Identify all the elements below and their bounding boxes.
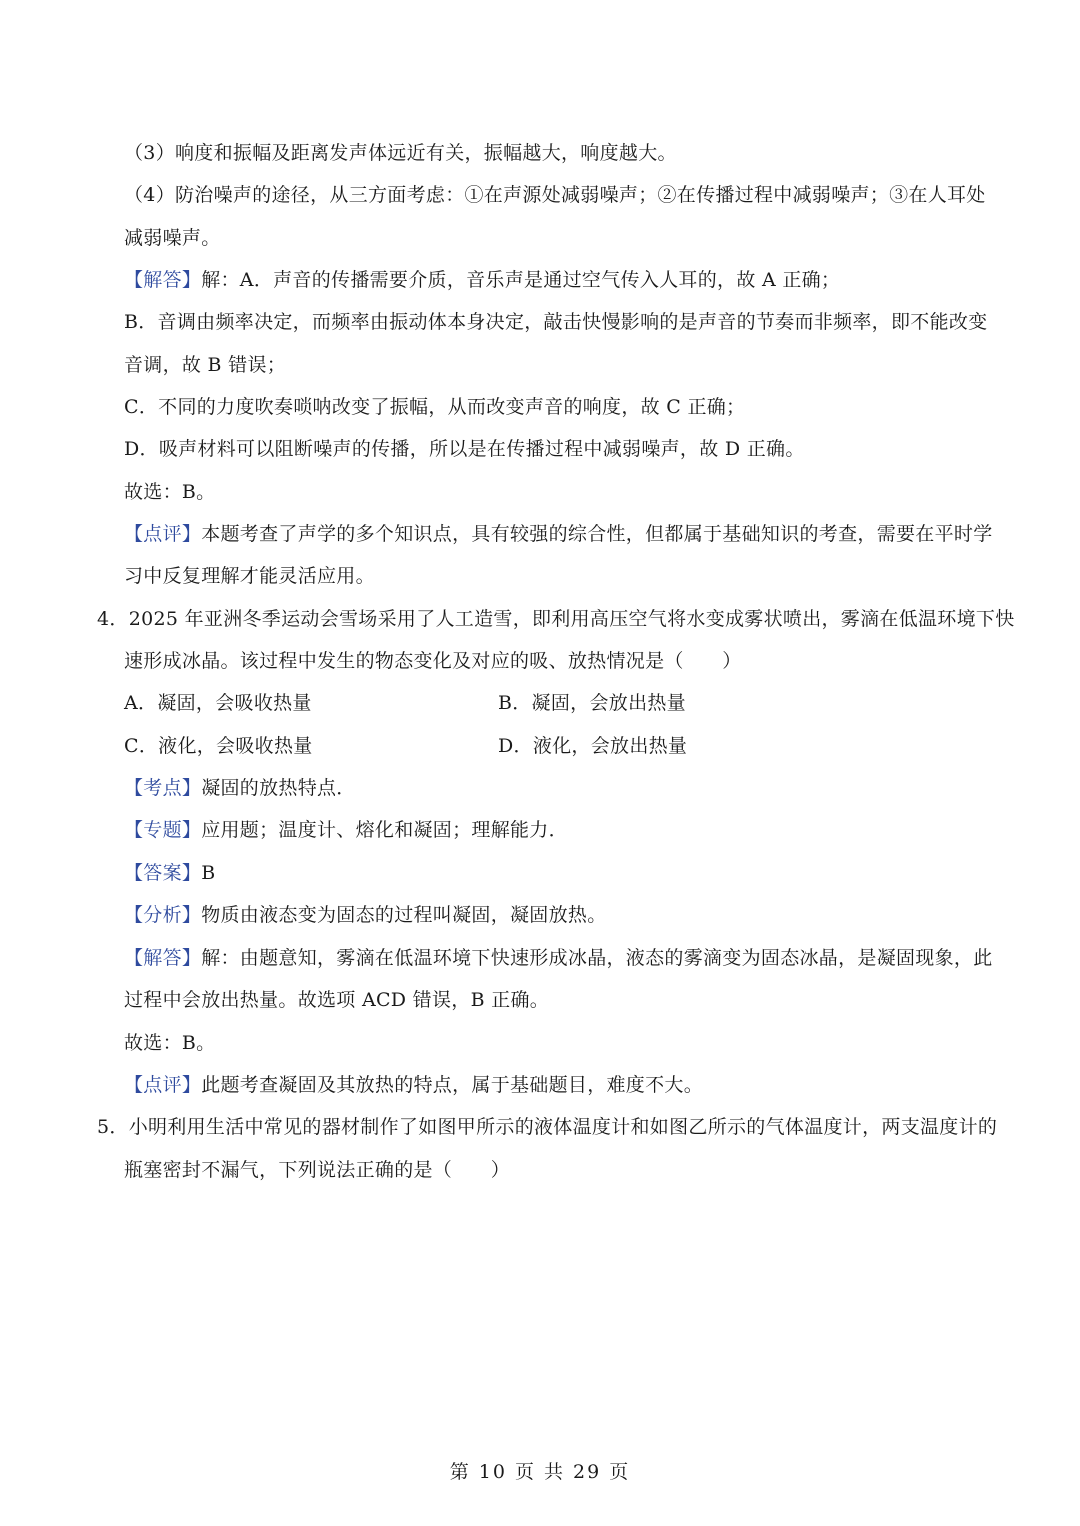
prev-solution-line-1: [124, 267, 840, 293]
q4-option-d: D．液化，会放出热量: [498, 735, 688, 757]
q4-option-c: C．液化，会吸收热量: [124, 735, 313, 757]
prev-solution-line-5: D．吸声材料可以阻断噪声的传播，所以是在传播过程中减弱噪声，故 D 正确。: [124, 438, 805, 460]
kaodian-tag: 【考点】: [124, 777, 202, 799]
comment-tag: 【点评】: [124, 523, 202, 545]
analysis-text: 物质由液态变为固态的过程叫凝固，凝固放热。: [201, 904, 607, 926]
q4-stem-line-2: 速形成冰晶。该过程中发生的物态变化及对应的吸、放热情况是（ ）: [124, 650, 742, 672]
q5-number: 5．: [97, 1116, 129, 1138]
kaodian-text: 凝固的放热特点．: [201, 777, 356, 799]
prev-choice: 故选：B。: [124, 481, 216, 503]
q4-comment-tag: 【点评】: [124, 1074, 202, 1096]
answer-text: B: [201, 862, 216, 884]
q4-choice: 故选：B。: [124, 1032, 216, 1054]
q4-solution-tag: 【解答】: [124, 947, 202, 969]
prev-solution-line-4: C．不同的力度吹奏唢呐改变了振幅，从而改变声音的响度，故 C 正确；: [124, 396, 746, 418]
q4-stem-text: 2025 年亚洲冬季运动会雪场采用了人工造雪，即利用高压空气将水变成雾状喷出，雾滴在低温环境下快: [128, 608, 1015, 630]
zhuanti-text: 应用题；温度计、熔化和凝固；理解能力．: [201, 819, 568, 841]
q4-solution-text: 解：由题意知，雾滴在低温环境下快速形成冰晶，液态的雾滴变为固态冰晶，是凝固现象，此: [201, 947, 993, 969]
prev-solution-line-3: 音调，故 B 错误；: [124, 354, 287, 376]
zhuanti-tag: 【专题】: [124, 819, 202, 841]
q4-solution-line-2: 过程中会放出热量。故选项 ACD 错误，B 正确。: [124, 989, 550, 1011]
solution-text: 解：A．声音的传播需要介质，音乐声是通过空气传入人耳的，故 A 正确；: [201, 269, 841, 291]
q4-number: 4．: [97, 608, 129, 630]
q4-solution-line-1: [124, 945, 993, 971]
q4-kaodian: [124, 775, 356, 801]
page-footer: 第 10 页 共 29 页: [449, 1461, 631, 1483]
q4-options-row-2: [124, 733, 924, 759]
q4-comment: [124, 1072, 703, 1098]
q5-stem-text: 小明利用生活中常见的器材制作了如图甲所示的液体温度计和如图乙所示的气体温度计，两支温度计的: [128, 1116, 998, 1138]
q4-answer: [124, 860, 215, 886]
explanation-point-3: （3）响度和振幅及距离发声体远近有关，振幅越大，响度越大。: [124, 142, 677, 164]
prev-comment-line-2: 习中反复理解才能灵活应用。: [124, 565, 375, 587]
comment-text: 本题考查了声学的多个知识点，具有较强的综合性，但都属于基础知识的考查，需要在平时学: [201, 523, 993, 545]
q5-stem-line-1: [97, 1114, 997, 1140]
analysis-tag: 【分析】: [124, 904, 202, 926]
q4-analysis: [124, 902, 607, 928]
q5-stem-line-2: 瓶塞密封不漏气，下列说法正确的是（ ）: [124, 1159, 511, 1181]
q4-option-b: B．凝固，会放出热量: [498, 692, 686, 714]
explanation-point-4: （4）防治噪声的途径，从三方面考虑：①在声源处减弱噪声；②在传播过程中减弱噪声；③在人耳处: [124, 184, 986, 206]
q4-stem-line-1: [97, 606, 1015, 632]
q4-option-a: A．凝固，会吸收热量: [124, 692, 312, 714]
q4-options-row-1: [124, 690, 924, 716]
prev-solution-line-2: B．音调由频率决定，而频率由振动体本身决定，敲击快慢影响的是声音的节奏而非频率，即不能改变: [124, 311, 988, 333]
solution-tag: 【解答】: [124, 269, 202, 291]
prev-comment-line-1: [124, 521, 993, 547]
q4-zhuanti: [124, 817, 568, 843]
explanation-point-4-cont: 减弱噪声。: [124, 227, 221, 249]
q4-comment-text: 此题考查凝固及其放热的特点，属于基础题目，难度不大。: [201, 1074, 704, 1096]
answer-tag: 【答案】: [124, 862, 202, 884]
